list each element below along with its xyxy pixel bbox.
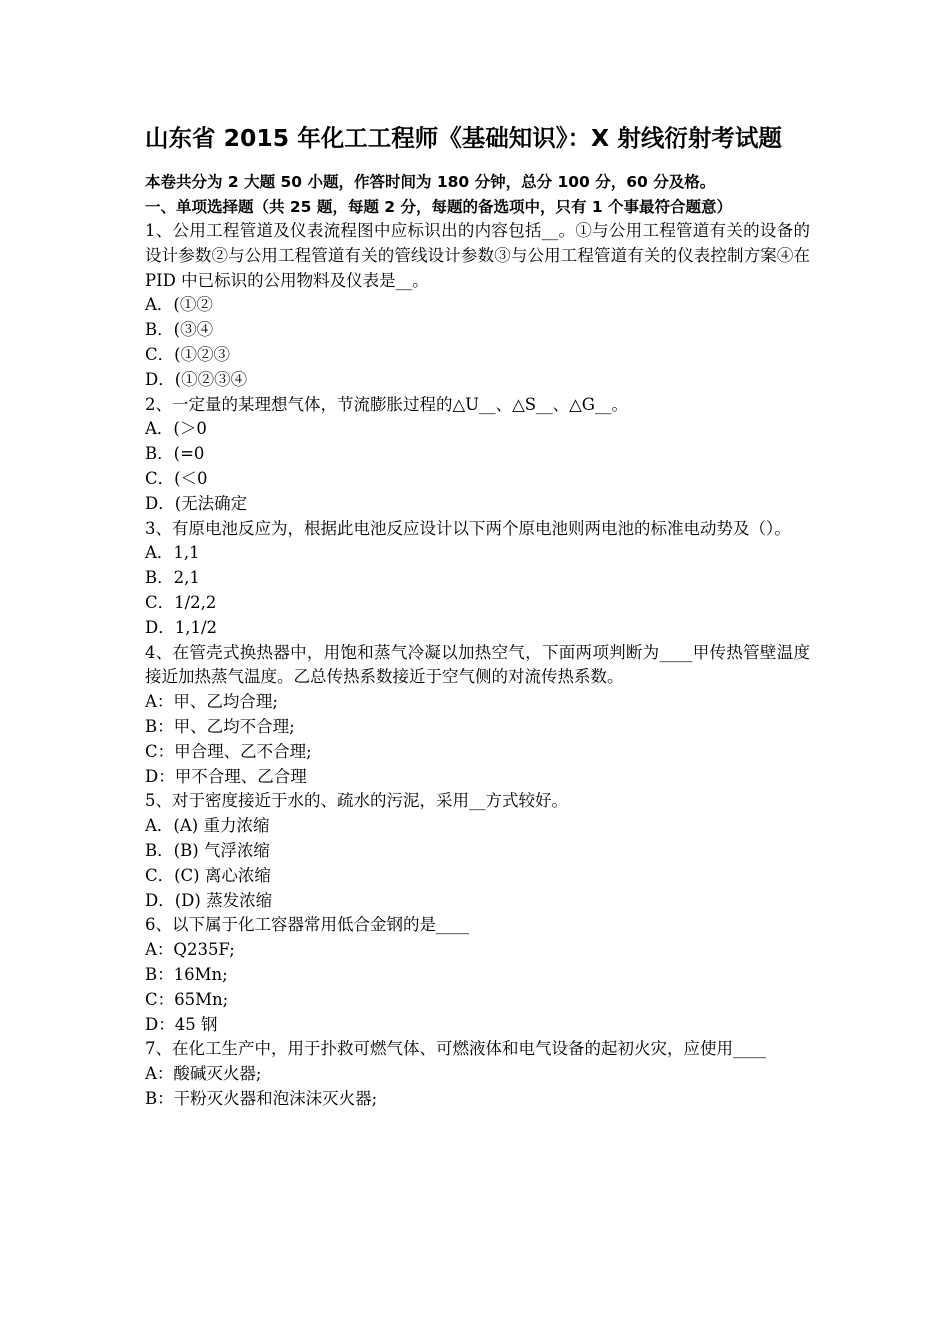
- section-heading: 一、单项选择题（共 25 题，每题 2 分，每题的备选项中，只有 1 个事最符合题意）: [145, 198, 733, 216]
- option-c: C：65Mn;: [145, 989, 229, 1009]
- document-title: 山东省 2015 年化工工程师《基础知识》：X 射线衍射考试题: [145, 124, 782, 152]
- option-a: A．1,1: [145, 543, 200, 563]
- question-2: [145, 393, 810, 517]
- option-c: C．1/2,2: [145, 592, 217, 612]
- question-1: [145, 219, 810, 393]
- option-a: A．(＞0: [145, 419, 207, 439]
- question-stem: 4、在管壳式换热器中，用饱和蒸气冷凝以加热空气，下面两项判断为____甲传热管壁温度接近加热蒸气温度。乙总传热系数接近于空气侧的对流传热系数。: [145, 642, 810, 687]
- question-stem: 6、以下属于化工容器常用低合金钢的是____: [145, 915, 469, 935]
- option-b: B．(=0: [145, 444, 205, 464]
- question-7: [145, 1037, 810, 1111]
- option-b: B：干粉灭火器和泡沫沫灭火器;: [145, 1088, 378, 1108]
- option-d: D．(D) 蒸发浓缩: [145, 890, 273, 910]
- option-c: C．(①②③: [145, 344, 231, 364]
- question-stem: 2、一定量的某理想气体，节流膨胀过程的△U__、△S__、△G__。: [145, 394, 628, 414]
- option-b: B．2,1: [145, 568, 200, 588]
- option-b: B．(③④: [145, 320, 214, 340]
- question-stem: 3、有原电池反应为，根据此电池反应设计以下两个原电池则两电池的标准电动势及（）。: [145, 518, 791, 538]
- option-d: D：甲不合理、乙合理: [145, 766, 307, 786]
- question-4: [145, 641, 810, 790]
- document-page: [145, 118, 810, 1112]
- option-c: C．(C) 离心浓缩: [145, 865, 271, 885]
- option-c: C．(＜0: [145, 468, 208, 488]
- option-d: D．(①②③④: [145, 369, 248, 389]
- option-c: C：甲合理、乙不合理;: [145, 741, 312, 761]
- option-a: A：酸碱灭火器;: [145, 1064, 262, 1084]
- option-b: B：16Mn;: [145, 964, 228, 984]
- question-3: [145, 517, 810, 641]
- question-6: [145, 913, 810, 1037]
- question-stem: 1、公用工程管道及仪表流程图中应标识出的内容包括__。①与公用工程管道有关的设备的设计参数②与公用工程管道有关的管线设计参数③与公用工程管道有关的仪表控制方案④在 PID 中已标识的公用物料及仪表是__。: [145, 221, 810, 290]
- option-b: B．(B) 气浮浓缩: [145, 840, 270, 860]
- exam-summary: 本卷共分为 2 大题 50 小题，作答时间为 180 分钟，总分 100 分，60 分及格。: [145, 173, 716, 191]
- question-stem: 5、对于密度接近于水的、疏水的污泥，采用__方式较好。: [145, 791, 568, 811]
- option-a: A：Q235F;: [145, 940, 235, 960]
- option-d: D．1,1/2: [145, 617, 218, 637]
- option-a: A．(A) 重力浓缩: [145, 816, 270, 836]
- option-b: B：甲、乙均不合理;: [145, 716, 295, 736]
- option-d: D：45 钢: [145, 1014, 218, 1034]
- question-stem: 7、在化工生产中，用于扑救可燃气体、可燃液体和电气设备的起初火灾，应使用____: [145, 1039, 766, 1059]
- option-a: A．(①②: [145, 295, 213, 315]
- question-5: [145, 789, 810, 913]
- option-a: A：甲、乙均合理;: [145, 692, 278, 712]
- option-d: D．(无法确定: [145, 493, 248, 513]
